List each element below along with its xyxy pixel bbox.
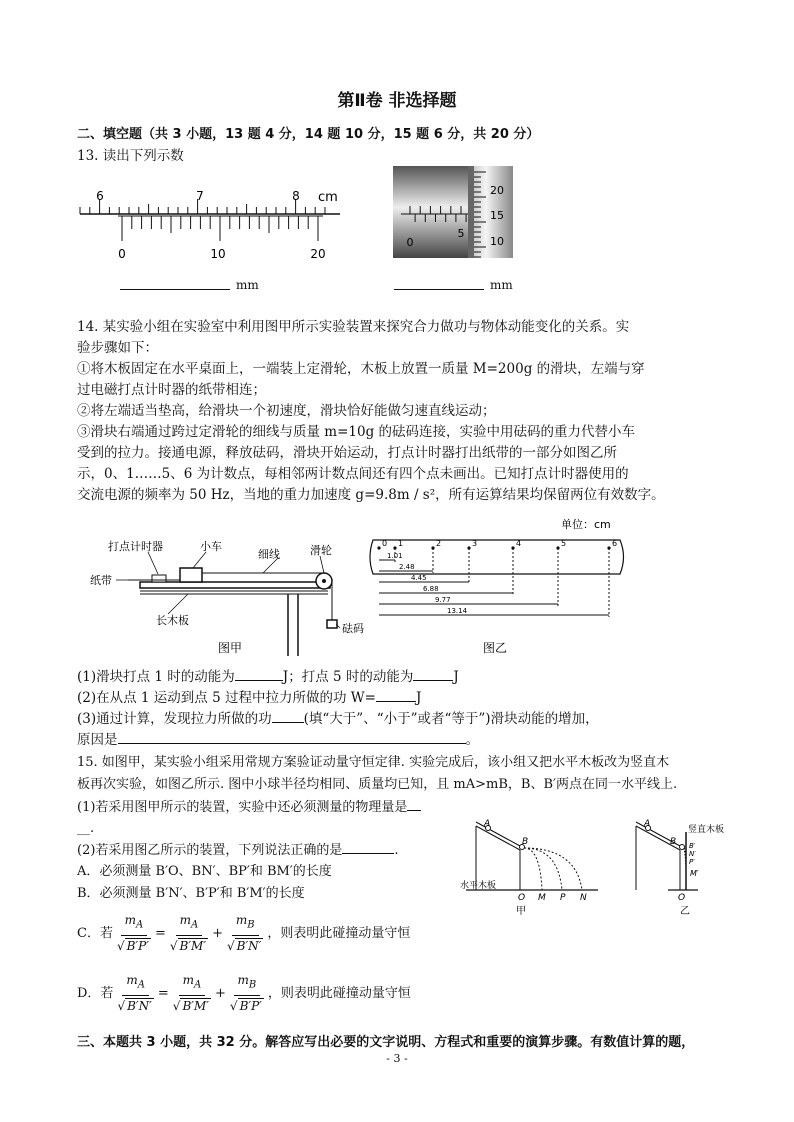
vernier-label-20: 20 [310, 247, 326, 261]
page-number: - 3 - [386, 1052, 408, 1065]
main-label-6: 6 [96, 189, 104, 203]
plus-sign: + [215, 986, 226, 1002]
micrometer-figure [393, 166, 513, 258]
label-Mp: M′ [690, 869, 699, 878]
frac-ma-bm-d: $\frac{m_A}{√ B'M'}$ [171, 970, 213, 1017]
q15-sub1 [77, 797, 421, 818]
q14-sub3-d: 。 [465, 732, 479, 748]
q14-sub3-reason [77, 730, 479, 751]
collision-figure-yi [628, 818, 738, 918]
label-Np: N′ [689, 850, 696, 858]
tape-figure-yi [365, 512, 640, 657]
option-d-suffix: ，则表明此碰撞动量守恒 [267, 986, 411, 1002]
q14-intro-1: 14. 某实验小组在实验室中利用图甲所示实验装置来探究合力做功与物体动能变化的关系。实 [77, 319, 630, 335]
label-cart: 小车 [200, 540, 222, 553]
unit-mm-right: mm [490, 278, 513, 292]
option-c-prefix: C．若 [77, 926, 113, 942]
label-A: A [484, 819, 491, 829]
section-heading: 二、填空题（共 3 小题，13 题 4 分，14 题 10 分，15 题 6 分，共 20 分） [77, 127, 540, 142]
q14-step3-c: 示，0、1……5、6 为计数点，每相邻两计数点间还有四个点未画出。已知打点计时器使用的 [77, 466, 629, 482]
tape-point-label: 4 [516, 539, 522, 548]
equals-sign: = [157, 986, 169, 1002]
q14-sub1-b: J；打点 5 时的动能为 [282, 669, 414, 685]
label-tape: 纸带 [90, 574, 112, 587]
q15-line1: 15. 如图甲，某实验小组采用常规方案验证动量守恒定律. 实验完成后，该小组又把水平木板改为竖直木 [77, 755, 670, 770]
caption-yi: 图乙 [483, 641, 508, 655]
frac-ma-bm: $\frac{m_A}{√ B'M'}$ [168, 910, 210, 957]
sleeve-label-0: 0 [406, 236, 414, 249]
frac-ma-bp: $\frac{m_A}{√ B'P'}$ [115, 910, 153, 957]
q15-option-c[interactable] [77, 910, 410, 957]
vernier-label-0: 0 [118, 247, 126, 261]
label-A-yi: A [644, 819, 651, 829]
plus-sign: + [212, 926, 223, 942]
tape-distance-label: 2.48 [399, 563, 415, 571]
thimble-label-10: 10 [490, 235, 504, 248]
apparatus-figure-jia [88, 528, 368, 658]
collision-figure-jia [458, 818, 608, 918]
tape-point-label: 3 [472, 539, 478, 548]
label-board: 长木板 [156, 614, 189, 627]
blank-work[interactable] [376, 701, 416, 702]
q15-sub1-text: (1)若采用图甲所示的装置，实验中还必须测量的物理量是 [77, 800, 408, 815]
tape-point-label: 1 [398, 539, 404, 548]
unit-mm-left: mm [236, 278, 259, 292]
label-timer: 打点计时器 [108, 540, 163, 553]
q14-sub1 [77, 667, 459, 688]
equals-sign: = [154, 926, 166, 942]
q14-sub2 [77, 688, 421, 709]
tape-point-label: 5 [561, 539, 567, 548]
label-string: 细线 [258, 548, 280, 561]
q15-line2: 板再次实验，如图乙所示. 图中小球半径均相同、质量均已知，且 mA>mB，B、B′两点在同一水平线上. [77, 777, 678, 792]
q14-sub2-a: (2)在从点 1 运动到点 5 过程中拉力所做的功 W= [77, 690, 376, 706]
q14-step1-a: ①将木板固定在水平桌面上，一端装上定滑轮，木板上放置一质量 M=200g 的滑块，左端与穿 [77, 361, 645, 377]
label-weight: 砝码 [342, 622, 364, 635]
blank-q15-1[interactable] [407, 810, 421, 811]
q15-sub2-text: (2)若采用图乙所示的装置，下列说法正确的是 [77, 843, 343, 858]
tape-point-label: 6 [612, 539, 618, 548]
q14-step1-b: 过电磁打点计时器的纸带相连； [77, 382, 266, 398]
answer-blank-caliper[interactable] [120, 289, 230, 290]
q14-sub1-c: J [453, 669, 459, 685]
q14-sub3-b: (填“大于”、“小于”或者“等于”)滑块动能的增加， [303, 711, 599, 727]
q15-sub2: (2)若采用图乙所示的装置，下列说法正确的是 . [77, 843, 399, 858]
label-pulley: 滑轮 [310, 544, 332, 557]
caption-jia-15: 甲 [516, 906, 526, 917]
tape-distance-label: 6.88 [423, 585, 439, 593]
q15-option-d[interactable] [77, 970, 411, 1017]
q14-sub3 [77, 709, 599, 730]
label-O: O [518, 893, 526, 903]
option-d-prefix: D．若 [77, 986, 114, 1002]
blank-ek5[interactable] [413, 680, 453, 681]
blank-reason[interactable] [118, 743, 466, 744]
section3-heading: 三、本题共 3 小题，共 32 分。解答应写出必要的文字说明、方程式和重要的演算步骤。有数值计算的题， [77, 1035, 695, 1050]
caliper-unit: cm [318, 190, 338, 205]
blank-q15-2[interactable] [342, 853, 394, 854]
q14-sub3-a: (3)通过计算，发现拉力所做的功 [77, 711, 272, 727]
blank-compare[interactable] [272, 722, 304, 723]
tape-distance-label: 9.77 [435, 596, 451, 604]
q14-step3-b: 受到的拉力。接通电源，释放砝码，滑块开始运动，打点计时器打出纸带的一部分如图乙所 [77, 445, 617, 461]
main-label-7: 7 [196, 189, 204, 203]
tape-distance-label: 1.01 [387, 552, 403, 560]
q13-prompt: 13. 读出下列示数 [77, 148, 184, 164]
blank-ek1[interactable] [235, 680, 283, 681]
q14-step3-d: 交流电源的频率为 50 Hz，当地的重力加速度 g=9.8m / s²，所有运算结果均保留两位有效数字。 [77, 487, 665, 503]
vernier-caliper-figure [78, 185, 348, 265]
sleeve-label-5: 5 [457, 227, 465, 240]
label-N: N [580, 893, 587, 903]
answer-blank-micrometer[interactable] [394, 289, 484, 290]
tape-point-label: 2 [436, 539, 442, 548]
label-Pp: P′ [689, 858, 695, 866]
thimble-label-15: 15 [490, 209, 504, 222]
option-c-suffix: ，则表明此碰撞动量守恒 [267, 926, 411, 942]
label-B-yi: B [670, 837, 677, 847]
q14-intro-2: 验步骤如下： [77, 340, 158, 356]
tape-point-label: 0 [382, 539, 388, 548]
frac-mb-bp: $\frac{m_B}{√ B'P'}$ [228, 970, 266, 1017]
q15-sub1-cont: __. [77, 821, 95, 836]
q15-option-b[interactable]: B．必须测量 B′N′、B′P′和 B′M′的长度 [77, 886, 305, 901]
label-vertical-board: 竖直木板 [688, 825, 725, 835]
caption-jia: 图甲 [218, 641, 243, 655]
q14-body [77, 317, 737, 506]
caption-yi-15: 乙 [680, 906, 690, 917]
q14-step3-a: ③滑块右端通过跨过定滑轮的细线与质量 m=10g 的砝码连接，实验中用砝码的重力代替小车 [77, 424, 636, 440]
thimble-label-20: 20 [490, 184, 504, 197]
q14-sub3-c: 原因是 [77, 732, 118, 748]
q14-step2: ②将左端适当垫高，给滑块一个初速度，滑块恰好能做匀速直线运动； [77, 403, 496, 419]
tape-point [377, 546, 380, 549]
label-O-yi: O [678, 893, 686, 903]
label-B: B [522, 837, 529, 847]
label-P: P [560, 893, 566, 903]
vernier-label-10: 10 [210, 247, 226, 261]
frac-mb-bn: $\frac{m_B}{√ B'N'}$ [225, 910, 265, 957]
main-label-8: 8 [292, 189, 300, 203]
q15-option-a[interactable]: A．必须测量 B′O、BN′、BP′和 BM′的长度 [77, 864, 332, 879]
label-horizontal-board: 水平木板 [460, 881, 497, 891]
label-Bp: B′ [689, 842, 696, 850]
q14-sub1-a: (1)滑块打点 1 时的动能为 [77, 669, 235, 685]
tape-distance-label: 13.14 [447, 607, 468, 615]
tape-unit: 单位：cm [561, 518, 611, 531]
label-M: M [538, 893, 546, 903]
q14-sub2-b: J [415, 690, 422, 706]
tape-distance-label: 4.45 [411, 574, 427, 582]
page-title: 第Ⅱ卷 非选择题 [337, 91, 457, 111]
frac-ma-bn: $\frac{m_A}{√ B'N'}$ [115, 970, 155, 1017]
